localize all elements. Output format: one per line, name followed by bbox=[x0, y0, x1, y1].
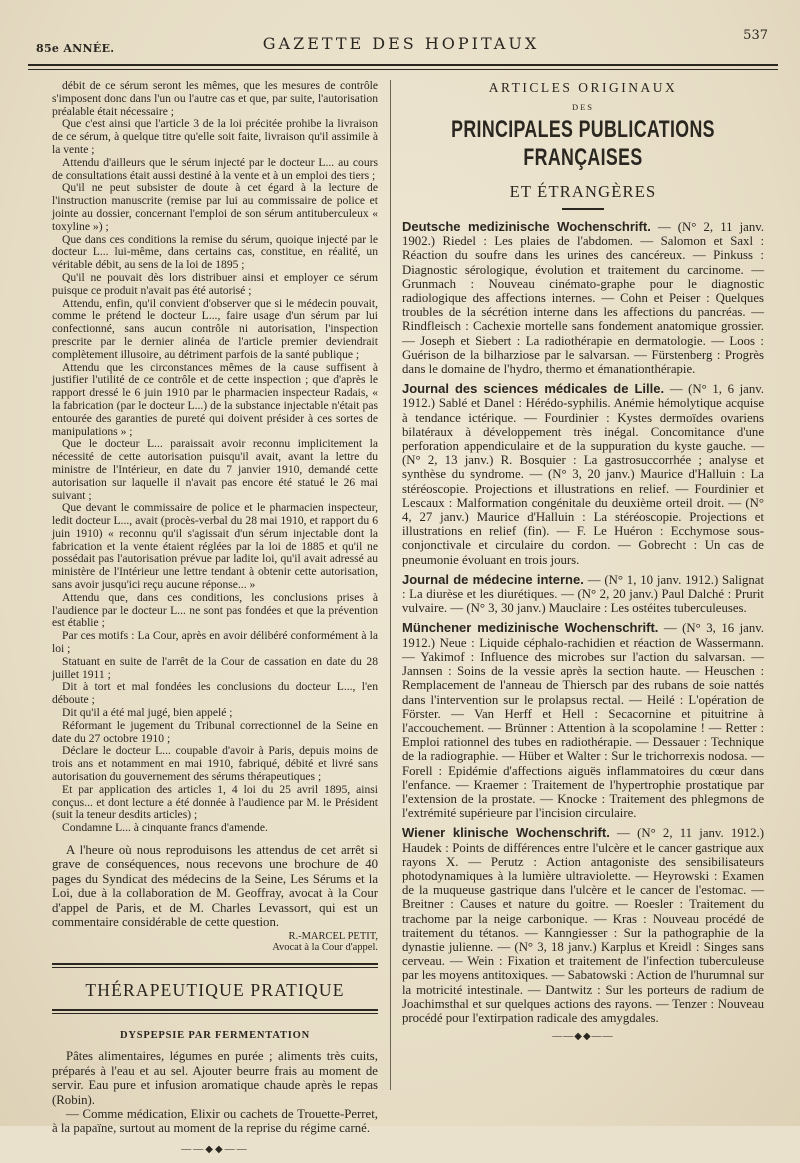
section-title-des: DES bbox=[571, 102, 595, 112]
section-title-etrangeres: ET ÉTRANGÈRES bbox=[509, 182, 657, 201]
journal-entry bbox=[402, 621, 764, 820]
author-title: Avocat à la Cour d'appel. bbox=[272, 942, 378, 954]
closing-paragraph: A l'heure où nous reproduisons les attendus de cet arrêt si grave de conséquences, nous recevons une brochure de 40 pages du Syndicat des médecins de la Seine, Les Sérums et la Loi, due à la collaboration de M. Geoffray, avocat à la Cour d'appel de Paris, et de M. Charles Levassort, qui est un commentaire considérable de cette question. bbox=[52, 843, 378, 930]
header-rule bbox=[28, 64, 778, 70]
therapy-text bbox=[52, 1049, 378, 1135]
paragraph: Statuant en suite de l'arrêt de la Cour de cassation en date du 28 juillet 1911 ; bbox=[52, 654, 378, 681]
journal-entry bbox=[402, 220, 764, 376]
paragraph: Déclare le docteur L... coupable d'avoir à Paris, depuis moins de trois ans et notamment en mai 1910, fabriqué, débité et livré sans autorisation du gouvernement des sérums thérapeutiques ; bbox=[52, 744, 378, 784]
left-column bbox=[52, 80, 378, 1163]
section-rule bbox=[52, 963, 378, 968]
title-rule bbox=[562, 208, 604, 210]
section-title-articles: ARTICLES ORIGINAUX bbox=[488, 80, 678, 95]
paragraph: — Comme médication, Elixir ou cachets de Trouette-Perret, à la papaïne, surtout au moment de la reprise du régime carné. bbox=[52, 1107, 378, 1136]
newspaper-title: GAZETTE DES HOPITAUX bbox=[262, 34, 540, 53]
journal-contents: — (N° 2, 11 janv. 1912.) Haudek : Points de différences entre l'ulcère et le cancer gastrique aux rayons X. — Perutz : Action antagoniste des sensibilisateurs photodynamiques à la lumière ultraviolette. — Heyrowski : Examen de la muqueuse gastrique dans l'ulcère et le cancer de l'estomac. — Breitner : Causes et nature du goitre. — Roesler : Traitement du trachome par la neige carbonique. — Kras : Nouveau procédé de traitement du tétanos. — Kanngiesser : Sur la pathographie de la dynastie julienne. — (N° 3, 18 janv.) Karplus et Kreidl : Singes sans cerveau. — Wein : Fixation et traitement de l'infection tuberculeuse par les moyens antitoxiques. — Sabatowski : Action de l'hurumnal sur la motricité intestinale. — Dantwitz : Sur les porteurs de radium de Joachimsthal et sur quelques actions des rayons. — Tenzer : Nouveau procédé pour l'extirpation radicale des amygdales. bbox=[402, 826, 764, 1025]
journal-entry bbox=[402, 826, 764, 1025]
section-title-therapeutique: THÉRAPEUTIQUE PRATIQUE bbox=[85, 980, 345, 1001]
journal-name: Münchener medizinische Wochenschrift. bbox=[402, 620, 659, 636]
paragraph: Attendu que les circonstances mêmes de la cause suffisent à justifier l'utilité de ce contrôle et de cette inspection ; que d'après le rapport dressé le 6 juin 1910 par le pharmacien inspecteur Radais, « la fabrication (par le docteur L...) de la substance injectable n'était pas entourée des garanties de pureté qui doivent présider à ces sortes de manipulations » ; bbox=[52, 360, 378, 438]
right-column bbox=[402, 80, 764, 1042]
paragraph: Réformant le jugement du Tribunal correctionnel de la Seine en date du 27 octobre 1910 ; bbox=[52, 718, 378, 745]
paragraph: Attendu que, dans ces conditions, les conclusions prises à l'audience par le docteur L... ne sont pas fondées et que la prévention est établie ; bbox=[52, 590, 378, 630]
journal-contents: — (N° 3, 16 janv. 1912.) Neue : Liquide céphalo-rachidien et réaction de Wassermann. — Yakimof : Influence des microbes sur l'action du salvarsan. — Jannsen : Soins de la vessie après la section haute. — Heuschen : Remplacement de l'anneau de Thiersch par des rubans de soie nattés dans l'intervention sur le prolapsus rectal. — Heilé : L'opération de Förster. — Van Herff et Hell : Secacornine et pituitrine à l'accouchement. — Brünner : Attention à la scopolamine ! — Retter : Emploi rationnel des tubes en radiothérapie. — Dessauer : Technique de la radiographie. — Hüber et Walter : Sur le trichorrexis nodosa. — Forell : Epidémie d'affections aiguës inflammatoires du cœur dans l'enfance. — Kraemer : Traitement de l'hypertrophie prostatique par l'extension de la prostate. — Knocke : Traitement des phlegmons de l'extrémité supérieure par l'incision circulaire. bbox=[402, 621, 764, 821]
journal-name: Deutsche medizinische Wochenschrift. bbox=[402, 219, 651, 234]
paragraph: Et par application des articles 1, 4 loi du 25 avril 1895, ainsi conçus... et dont lecture a été donnée à l'audience par M. le Président (suit la teneur desdits articles) ; bbox=[52, 782, 378, 822]
paragraph: Que devant le commissaire de police et le pharmacien inspecteur, ledit docteur L..., avait (procès-verbal du 28 mai 1910, et rapport du 6 juin 1910) « reconnu qu'il s'agissait d'un sérum injectable dont la fabrication et la vente étaient réglées par la loi de 1885 et qu'il ne possédait pas l'autorisation prévue par ladite loi, qu'il avait adressé au ministère de l'Intérieur une lettre tendant à obtenir cette autorisation, sans avoir jusqu'ici reçu aucune réponse... » bbox=[52, 501, 378, 592]
paragraph: Par ces motifs : La Cour, après en avoir délibéré conformément à la loi ; bbox=[52, 629, 378, 656]
paragraph: Condamne L... à cinquante francs d'amende. bbox=[62, 821, 268, 835]
paragraph: Qu'il ne pouvait dès lors distribuer ainsi et employer ce sérum puisque ce produit n'avait pas été autorisé ; bbox=[52, 270, 378, 297]
paragraph: Que le docteur L... paraissait avoir reconnu implicitement la nécessité de cette autorisation puisqu'il avait, avant la lettre du ministre de l'Intérieur, en date du 7 janvier 1910, demandé cette autorisation sur laquelle il n'avait pas encore été statué le 26 mai suivant ; bbox=[52, 437, 378, 502]
journal-entry bbox=[402, 573, 764, 616]
paragraph: Qu'il ne peut subsister de doute à cet égard à la lecture de l'instruction manuscrite (remise par lui au commissaire de police et jointe au dossier, concernant l'emploi de son sérum antituberculeux « toxyline ») ; bbox=[52, 181, 378, 233]
paragraph: Dit qu'il a été mal jugé, bien appelé ; bbox=[62, 706, 233, 720]
section-rule bbox=[52, 1009, 378, 1014]
page-number: 537 bbox=[743, 28, 768, 43]
section-title-publications: PRINCIPALES PUBLICATIONS FRANÇAISES bbox=[451, 116, 715, 171]
paragraph: Attendu, enfin, qu'il convient d'observer que si le médecin pouvait, comme le prétend le docteur L..., faire usage d'un sérum par lui confectionné, sans aucun contrôle ni autorisation, l'inspection prescrite par le dernier alinéa de l'article premier deviendrait complètement illusoire, au détriment parfois de la santé publique ; bbox=[52, 296, 378, 361]
journal-contents: — (N° 1, 10 janv. 1912.) Salignat : La diurèse et les diurétiques. — (N° 2, 20 janv.) Paul Dalché : Prurit vulvaire. — (N° 3, 30 janv.) Mauclaire : Les ostéites tuberculeuses. bbox=[402, 572, 764, 616]
paragraph: débit de ce sérum seront les mêmes, que les mesures de contrôle s'imposent donc dans l'un ou l'autre cas et que, par suite, l'autorisation préalable était nécessaire ; bbox=[52, 79, 378, 118]
year-label: 85e ANNÉE. bbox=[36, 42, 115, 55]
paragraph: Pâtes alimentaires, légumes en purée ; aliments très cuits, préparés à l'eau et au sel. Ajouter beurre frais au moment de servir. Eau pure et infusion aromatique chaude après le repas (Robin). bbox=[52, 1049, 378, 1107]
page-header bbox=[28, 28, 774, 64]
closing-note bbox=[52, 843, 378, 929]
end-ornament: ——◆◆—— bbox=[181, 1143, 249, 1155]
journal-name: Wiener klinische Wochenschrift. bbox=[402, 825, 610, 841]
journal-entry bbox=[402, 382, 764, 567]
journal-name: Journal de médecine interne. bbox=[402, 571, 584, 587]
subsection-title-dyspepsie: DYSPEPSIE PAR FERMENTATION bbox=[120, 1030, 310, 1042]
author-signature: R.-MARCEL PETIT, bbox=[288, 931, 378, 943]
paragraph: Attendu d'ailleurs que le sérum injecté par le docteur L... au cours de consultations était aussi destiné à la vente et à un emploi des tiers ; bbox=[52, 155, 378, 182]
end-ornament: ——◆◆—— bbox=[552, 1031, 614, 1043]
journal-name: Journal des sciences médicales de Lille. bbox=[402, 381, 665, 397]
paragraph: Que dans ces conditions la remise du sérum, quoique injecté par le docteur L... lui-même, dans certains cas, constitue, en réalité, un véritable débit, au sens de la loi de 1895 ; bbox=[52, 232, 378, 272]
paragraph: Dit à tort et mal fondées les conclusions du docteur L..., l'en déboute ; bbox=[52, 680, 378, 707]
journal-contents: — (N° 2, 11 janv. 1902.) Riedel : Les plaies de l'abdomen. — Salomon et Saxl : Réaction du soufre dans les urines des cancéreux. — Pinkuss : Diagnostic sérologique, évolution et traitement du carcinome. — Grunmach : Nouveau cinémato-graphe pour le diagnostic radiologique des affections internes. — Cohn et Peiser : Quelques troubles de la sécrétion interne dans les affections du pancréas. — Rindfleisch : Cachexie mortelle sans fondement anatomique grossier. — Joseph et Siebert : La radiothérapie en dermatologie. — Loos : Guérison de la bilharziose par le salvarsan. — Fürstenberg : Progrès dans le domaine de l'hydro, thermo et émanationthérapie. bbox=[402, 220, 765, 377]
journal-contents: — (N° 1, 6 janv. 1912.) Sablé et Danel : Hérédo-syphilis. Anémie hémolytique acquise à tendance ictérique. — Fourdinier : Kystes dermoïdes ovariens bilatéraux à développement très inégal. Concomitance d'une perforation appendiculaire et de la suppuration du kyste gauche. — (N° 2, 13 janv.) R. Bosquier : La gastrosuccorrhée ; analyse et synthèse du syndrome. — (N° 3, 20 janv.) Maurice d'Halluin : La stéréoscopie. Projections et illustrations en relief. — Fourdinier et Lescaux : Malformation congénitale du deuxième orteil droit. — (N° 4, 27 janv.) Maurice d'Halluin : La stéréoscopie. Projections et illustrations en relief (fin). — F. Le Huéron : Ecchymose sous-conjonctivale et circulaire du cordon. — Gobrecht : Un cas de pneumonie évoluant en trois jours. bbox=[402, 382, 765, 567]
column-divider bbox=[390, 80, 391, 1090]
paragraph: Que c'est ainsi que l'article 3 de la loi précitée prohibe la livraison de ce sérum, à quelque titre qu'elle soit faite, livraison qu'il assimile à la vente ; bbox=[52, 117, 378, 156]
court-ruling-text bbox=[52, 80, 378, 835]
